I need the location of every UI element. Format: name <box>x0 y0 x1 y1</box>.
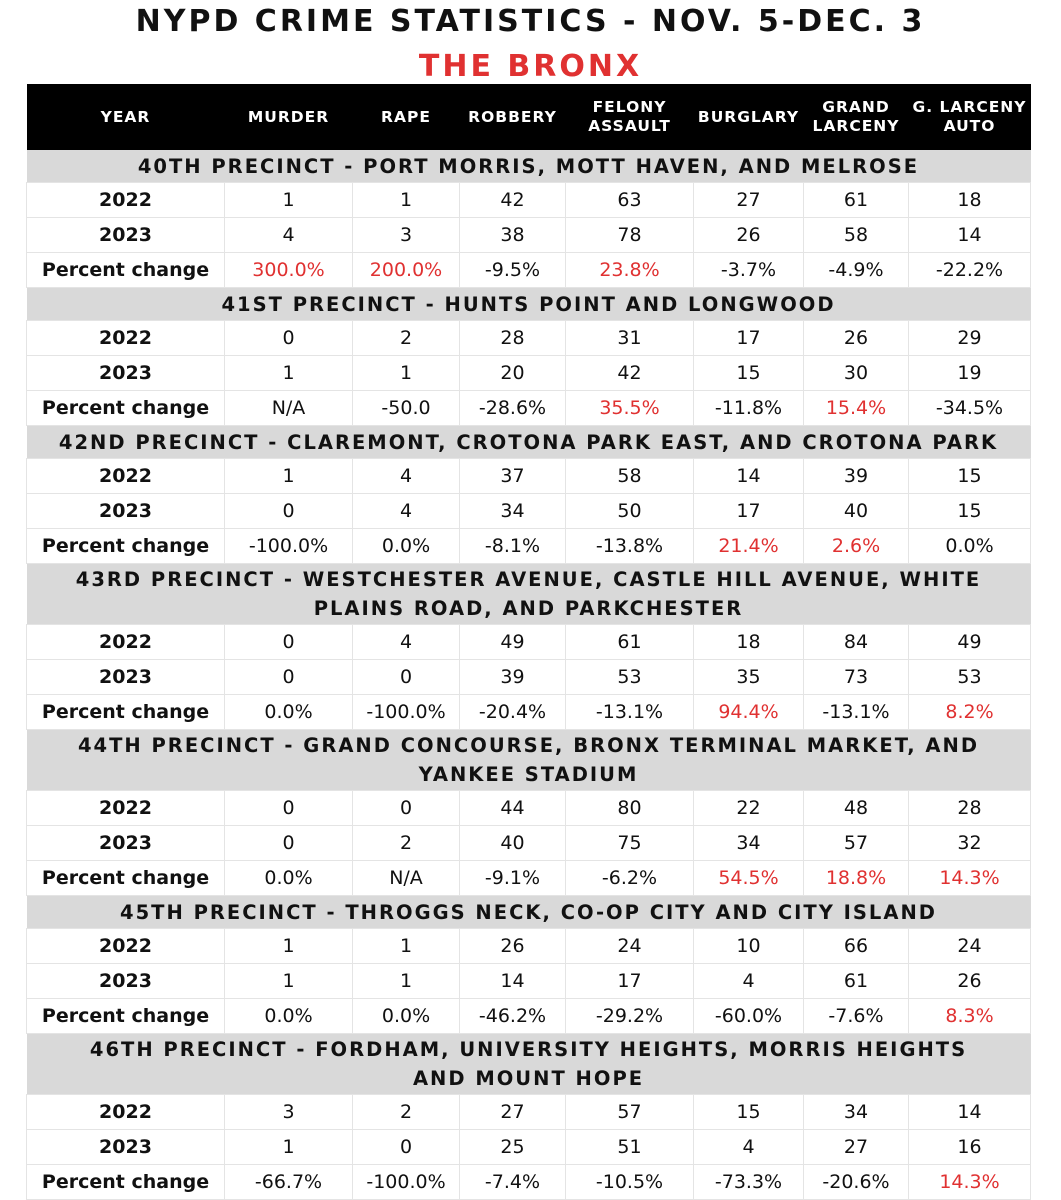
column-header-grand-larceny: GRAND LARCENY <box>804 84 909 150</box>
precinct-title: 46TH PRECINCT - FORDHAM, UNIVERSITY HEIGHTS, MORRIS HEIGHTS AND MOUNT HOPE <box>27 1034 1031 1095</box>
stat-cell: 26 <box>804 321 909 356</box>
year-row <box>27 826 1031 861</box>
stat-cell: 58 <box>804 218 909 253</box>
stat-cell: 1 <box>353 929 460 964</box>
stat-cell: 39 <box>460 660 566 695</box>
stat-cell: 3 <box>353 218 460 253</box>
year-row <box>27 625 1031 660</box>
stat-cell: 0 <box>225 321 353 356</box>
year-row <box>27 929 1031 964</box>
row-label: 2022 <box>27 625 225 660</box>
stat-cell: 19 <box>909 356 1031 391</box>
stat-cell: 0.0% <box>225 695 353 730</box>
stat-cell: 24 <box>909 929 1031 964</box>
stat-cell: 18.8% <box>804 861 909 896</box>
stat-cell: 61 <box>566 625 694 660</box>
stat-cell: -6.2% <box>566 861 694 896</box>
row-label: Percent change <box>27 999 225 1034</box>
stat-cell: -7.6% <box>804 999 909 1034</box>
row-label: 2023 <box>27 218 225 253</box>
stat-cell: 0 <box>225 826 353 861</box>
precinct-header-row <box>27 564 1031 625</box>
percent-change-row <box>27 253 1031 288</box>
precinct-title: 40TH PRECINCT - PORT MORRIS, MOTT HAVEN, AND MELROSE <box>27 150 1031 183</box>
stat-cell: 53 <box>566 660 694 695</box>
stat-cell: 54.5% <box>694 861 804 896</box>
stat-cell: 35.5% <box>566 391 694 426</box>
row-label: 2023 <box>27 660 225 695</box>
stat-cell: 49 <box>460 625 566 660</box>
stat-cell: 16 <box>909 1130 1031 1165</box>
row-label: 2022 <box>27 791 225 826</box>
stat-cell: 84 <box>804 625 909 660</box>
stat-cell: 66 <box>804 929 909 964</box>
stat-cell: 0.0% <box>225 861 353 896</box>
stat-cell: 4 <box>353 625 460 660</box>
stat-cell: 18 <box>909 183 1031 218</box>
row-label: Percent change <box>27 695 225 730</box>
row-label: 2023 <box>27 356 225 391</box>
stat-cell: 0.0% <box>909 529 1031 564</box>
stat-cell: 37 <box>460 459 566 494</box>
stat-cell: 94.4% <box>694 695 804 730</box>
stat-cell: 42 <box>566 356 694 391</box>
stat-cell: 27 <box>694 183 804 218</box>
stat-cell: -10.5% <box>566 1165 694 1200</box>
stat-cell: 25 <box>460 1130 566 1165</box>
stat-cell: -8.1% <box>460 529 566 564</box>
stat-cell: 8.2% <box>909 695 1031 730</box>
page-title: NYPD CRIME STATISTICS - NOV. 5-DEC. 3 <box>135 4 926 39</box>
stat-cell: 26 <box>460 929 566 964</box>
stat-cell: -29.2% <box>566 999 694 1034</box>
stat-cell: -11.8% <box>694 391 804 426</box>
stat-cell: -34.5% <box>909 391 1031 426</box>
stat-cell: 0.0% <box>225 999 353 1034</box>
stat-cell: 200.0% <box>353 253 460 288</box>
stat-cell: 38 <box>460 218 566 253</box>
row-label: 2022 <box>27 459 225 494</box>
column-header-grand-larceny-auto: G. LARCENY AUTO <box>909 84 1031 150</box>
stat-cell: 0 <box>353 1130 460 1165</box>
stat-cell: 30 <box>804 356 909 391</box>
stat-cell: 48 <box>804 791 909 826</box>
stat-cell: 2 <box>353 321 460 356</box>
year-row <box>27 459 1031 494</box>
stat-cell: 17 <box>694 321 804 356</box>
table-header <box>27 84 1031 150</box>
column-header-robbery: ROBBERY <box>460 84 566 150</box>
stat-cell: 8.3% <box>909 999 1031 1034</box>
stat-cell: 34 <box>804 1095 909 1130</box>
stat-cell: 1 <box>353 356 460 391</box>
stat-cell: 26 <box>694 218 804 253</box>
percent-change-row <box>27 695 1031 730</box>
row-label: Percent change <box>27 391 225 426</box>
year-row <box>27 356 1031 391</box>
precinct-header-row <box>27 288 1031 321</box>
stat-cell: 57 <box>804 826 909 861</box>
year-row <box>27 660 1031 695</box>
stat-cell: 51 <box>566 1130 694 1165</box>
row-label: 2023 <box>27 826 225 861</box>
stat-cell: 75 <box>566 826 694 861</box>
percent-change-row <box>27 529 1031 564</box>
stat-cell: 23.8% <box>566 253 694 288</box>
stat-cell: 0.0% <box>353 999 460 1034</box>
stat-cell: 22 <box>694 791 804 826</box>
stat-cell: 27 <box>804 1130 909 1165</box>
stat-cell: 31 <box>566 321 694 356</box>
stat-cell: -73.3% <box>694 1165 804 1200</box>
stat-cell: -28.6% <box>460 391 566 426</box>
stat-cell: -13.1% <box>804 695 909 730</box>
stat-cell: -4.9% <box>804 253 909 288</box>
stat-cell: 34 <box>694 826 804 861</box>
stat-cell: 14 <box>460 964 566 999</box>
stat-cell: 0 <box>225 625 353 660</box>
stat-cell: 18 <box>694 625 804 660</box>
header-row <box>27 84 1031 150</box>
stat-cell: 15 <box>909 494 1031 529</box>
precinct-header-row <box>27 426 1031 459</box>
stat-cell: -66.7% <box>225 1165 353 1200</box>
crime-stats-table <box>26 84 1031 1200</box>
row-label: 2022 <box>27 929 225 964</box>
stat-cell: 61 <box>804 183 909 218</box>
stat-cell: 80 <box>566 791 694 826</box>
stat-cell: 15 <box>694 1095 804 1130</box>
column-header-murder: MURDER <box>225 84 353 150</box>
row-label: 2022 <box>27 183 225 218</box>
stat-cell: -46.2% <box>460 999 566 1034</box>
stat-cell: 50 <box>566 494 694 529</box>
stat-cell: 39 <box>804 459 909 494</box>
stat-cell: 4 <box>353 494 460 529</box>
stat-cell: 40 <box>460 826 566 861</box>
year-row <box>27 964 1031 999</box>
stat-cell: 29 <box>909 321 1031 356</box>
precinct-title: 43RD PRECINCT - WESTCHESTER AVENUE, CASTLE HILL AVENUE, WHITE PLAINS ROAD, AND PARKCHESTER <box>27 564 1031 625</box>
stat-cell: -22.2% <box>909 253 1031 288</box>
stat-cell: 1 <box>225 1130 353 1165</box>
stat-cell: 34 <box>460 494 566 529</box>
column-header-felony-assault: FELONY ASSAULT <box>566 84 694 150</box>
percent-change-row <box>27 1165 1031 1200</box>
year-row <box>27 1130 1031 1165</box>
stat-cell: 1 <box>225 356 353 391</box>
stat-cell: 0 <box>225 791 353 826</box>
stat-cell: -100.0% <box>225 529 353 564</box>
precinct-title: 44TH PRECINCT - GRAND CONCOURSE, BRONX TERMINAL MARKET, AND YANKEE STADIUM <box>27 730 1031 791</box>
percent-change-row <box>27 861 1031 896</box>
stat-cell: 0 <box>353 791 460 826</box>
precinct-title: 42ND PRECINCT - CLAREMONT, CROTONA PARK EAST, AND CROTONA PARK <box>27 426 1031 459</box>
stat-cell: 42 <box>460 183 566 218</box>
table-body <box>27 150 1031 1200</box>
stat-cell: 17 <box>694 494 804 529</box>
stat-cell: 20 <box>460 356 566 391</box>
stat-cell: 0 <box>225 494 353 529</box>
stat-cell: 1 <box>353 964 460 999</box>
stat-cell: -20.4% <box>460 695 566 730</box>
stat-cell: 4 <box>694 964 804 999</box>
stat-cell: 15 <box>694 356 804 391</box>
stat-cell: 78 <box>566 218 694 253</box>
stat-cell: -50.0 <box>353 391 460 426</box>
precinct-header-row <box>27 896 1031 929</box>
stat-cell: 61 <box>804 964 909 999</box>
stat-cell: 24 <box>566 929 694 964</box>
stat-cell: 15.4% <box>804 391 909 426</box>
precinct-header-row <box>27 1034 1031 1095</box>
stat-cell: 14 <box>909 1095 1031 1130</box>
stat-cell: N/A <box>225 391 353 426</box>
stat-cell: 300.0% <box>225 253 353 288</box>
stat-cell: 57 <box>566 1095 694 1130</box>
year-row <box>27 494 1031 529</box>
stat-cell: 3 <box>225 1095 353 1130</box>
year-row <box>27 218 1031 253</box>
row-label: Percent change <box>27 861 225 896</box>
stat-cell: -13.1% <box>566 695 694 730</box>
row-label: Percent change <box>27 253 225 288</box>
stat-cell: 4 <box>225 218 353 253</box>
year-row <box>27 791 1031 826</box>
stat-cell: 0 <box>225 660 353 695</box>
stat-cell: 2.6% <box>804 529 909 564</box>
row-label: Percent change <box>27 1165 225 1200</box>
percent-change-row <box>27 999 1031 1034</box>
precinct-title: 45TH PRECINCT - THROGGS NECK, CO-OP CITY AND CITY ISLAND <box>27 896 1031 929</box>
row-label: 2022 <box>27 321 225 356</box>
stat-cell: 27 <box>460 1095 566 1130</box>
stat-cell: -100.0% <box>353 695 460 730</box>
stat-cell: 2 <box>353 826 460 861</box>
stat-cell: 2 <box>353 1095 460 1130</box>
stat-cell: 32 <box>909 826 1031 861</box>
stat-cell: 0.0% <box>353 529 460 564</box>
stat-cell: -13.8% <box>566 529 694 564</box>
stat-cell: -20.6% <box>804 1165 909 1200</box>
stat-cell: -100.0% <box>353 1165 460 1200</box>
stat-cell: 1 <box>225 964 353 999</box>
stat-cell: 10 <box>694 929 804 964</box>
column-header-rape: RAPE <box>353 84 460 150</box>
stat-cell: 14.3% <box>909 1165 1031 1200</box>
stat-cell: 1 <box>225 929 353 964</box>
stat-cell: 28 <box>460 321 566 356</box>
stat-cell: -9.5% <box>460 253 566 288</box>
stat-cell: 14 <box>694 459 804 494</box>
stat-cell: 1 <box>225 183 353 218</box>
stat-cell: 49 <box>909 625 1031 660</box>
row-label: 2022 <box>27 1095 225 1130</box>
stat-cell: 35 <box>694 660 804 695</box>
stat-cell: 17 <box>566 964 694 999</box>
stat-cell: 63 <box>566 183 694 218</box>
stat-cell: -3.7% <box>694 253 804 288</box>
stat-cell: 14 <box>909 218 1031 253</box>
column-header-burglary: BURGLARY <box>694 84 804 150</box>
stat-cell: 14.3% <box>909 861 1031 896</box>
precinct-header-row <box>27 730 1031 791</box>
precinct-title: 41ST PRECINCT - HUNTS POINT AND LONGWOOD <box>27 288 1031 321</box>
year-row <box>27 183 1031 218</box>
stat-cell: 21.4% <box>694 529 804 564</box>
stat-cell: 26 <box>909 964 1031 999</box>
stat-cell: 1 <box>225 459 353 494</box>
stat-cell: -7.4% <box>460 1165 566 1200</box>
stat-cell: 40 <box>804 494 909 529</box>
stat-cell: 4 <box>353 459 460 494</box>
row-label: Percent change <box>27 529 225 564</box>
stat-cell: -9.1% <box>460 861 566 896</box>
stat-cell: 0 <box>353 660 460 695</box>
row-label: 2023 <box>27 494 225 529</box>
column-header-year: YEAR <box>27 84 225 150</box>
row-label: 2023 <box>27 964 225 999</box>
stat-cell: -60.0% <box>694 999 804 1034</box>
year-row <box>27 321 1031 356</box>
stat-cell: 15 <box>909 459 1031 494</box>
borough-subtitle: THE BRONX <box>418 49 643 84</box>
stat-cell: 4 <box>694 1130 804 1165</box>
stat-cell: N/A <box>353 861 460 896</box>
stat-cell: 28 <box>909 791 1031 826</box>
stat-cell: 53 <box>909 660 1031 695</box>
stat-cell: 1 <box>353 183 460 218</box>
stat-cell: 58 <box>566 459 694 494</box>
precinct-header-row <box>27 150 1031 183</box>
stat-cell: 44 <box>460 791 566 826</box>
row-label: 2023 <box>27 1130 225 1165</box>
year-row <box>27 1095 1031 1130</box>
stat-cell: 73 <box>804 660 909 695</box>
percent-change-row <box>27 391 1031 426</box>
